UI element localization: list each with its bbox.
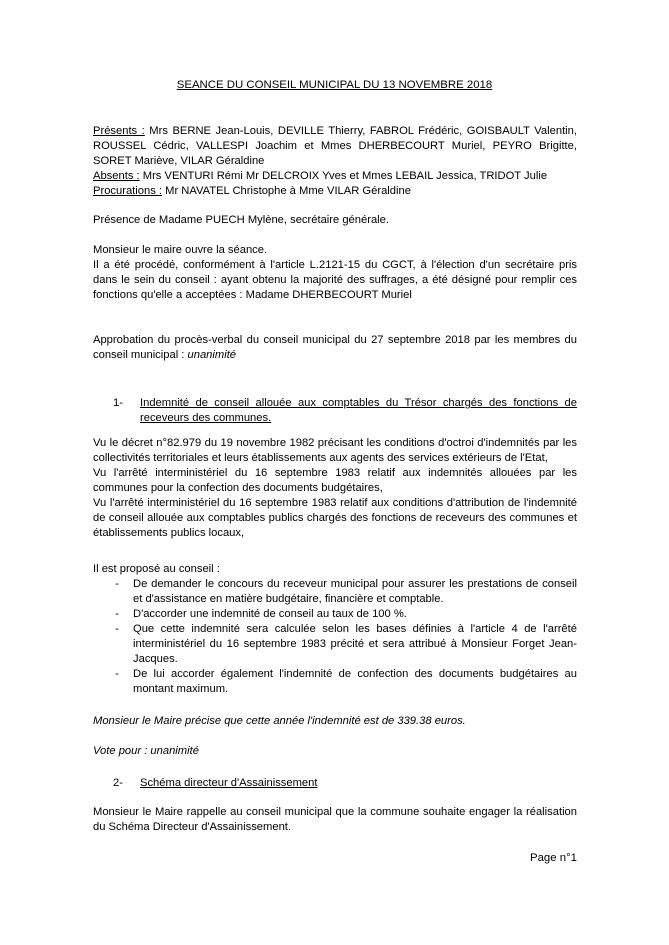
list-dash: -: [115, 578, 119, 590]
list-dash: -: [115, 668, 119, 680]
vu-paragraph: Vu l'arrêté interministériel du 16 septembre 1983 relatif aux indemnités allouées par les communes pour la confection des documents budgétaires,: [93, 467, 577, 494]
secretary-election-text: Il a été procédé, conformément à l'article L.2121-15 du CGCT, à l'élection d'un secrétaire pris dans le sein du conseil : ayant obtenu la majorité des suffrages, a été désigné pour remplir ces fonctions qu'elle a acceptées : Madame DHERBECOURT Muriel: [93, 259, 577, 301]
proposal-intro: Il est proposé au conseil :: [93, 563, 220, 575]
page-title: SEANCE DU CONSEIL MUNICIPAL DU 13 NOVEMBRE 2018: [176, 79, 493, 91]
section2-title: Schéma directeur d'Assainissement: [140, 777, 318, 789]
approval-result: unanimité: [187, 349, 237, 361]
section1-title: Indemnité de conseil allouée aux comptables du Trésor chargés des fonctions de receveurs des communes.: [140, 397, 577, 424]
presents-line: [93, 124, 577, 169]
vu-paragraph: Vu le décret n°82.979 du 19 novembre 1982 précisant les conditions d'octroi d'indemnités par les collectivités territoriales et leurs établissements aux agents des services extérieurs de l'Etat,: [93, 437, 577, 464]
section2-heading: [113, 776, 577, 791]
procurations-text: Mr NAVATEL Christophe à Mme VILAR Géraldine: [162, 185, 411, 197]
secretary-line: Présence de Madame PUECH Mylène, secrétaire générale.: [93, 214, 389, 226]
section1-vu-block: [93, 436, 577, 541]
presents-label: Présents :: [93, 125, 145, 137]
approval-text: Approbation du procès-verbal du conseil municipal du 27 septembre 2018 par les membres du conseil municipal :: [93, 334, 577, 361]
section1-number: 1-: [113, 397, 123, 409]
list-dash: -: [115, 623, 119, 635]
list-item: - De lui accorder également l'indemnité de confection des documents budgétaires au montant maximum.: [101, 667, 577, 697]
list-item: - De demander le concours du receveur municipal pour assurer les prestations de conseil et d'assistance en matière budgétaire, financière et comptable.: [101, 577, 577, 607]
proposal-list: [101, 577, 577, 697]
list-item: - D'accorder une indemnité de conseil au taux de 100 %.: [101, 607, 577, 622]
vote-line: Vote pour : unanimité: [93, 745, 199, 757]
section1-heading: [113, 396, 577, 426]
list-item: - Que cette indemnité sera calculée selon les bases définies à l'article 4 de l'arrêté interministériel du 16 septembre 1983 précité et sera attribué à Monsieur Forget Jean-Jacques.: [101, 622, 577, 667]
mayor-note: Monsieur le Maire précise que cette année l'indemnité est de 339.38 euros.: [93, 715, 466, 727]
section2-number: 2-: [113, 777, 123, 789]
vu-paragraph: Vu l'arrêté interministériel du 16 septembre 1983 relatif aux conditions d'attribution de l'indemnité de conseil allouée aux comptables publics chargés des fonctions de receveurs des communes et établissements publics locaux,: [93, 497, 577, 539]
presents-text: Mrs BERNE Jean-Louis, DEVILLE Thierry, FABROL Frédéric, GOISBAULT Valentin, ROUSSEL Cédric, VALLESPI Joachim et Mmes DHERBECOURT Muriel, PEYRO Brigitte, SORET Mariève, VILAR Géraldine: [93, 125, 577, 167]
procurations-line: [93, 184, 577, 199]
opening-block: [93, 243, 577, 303]
approval-paragraph: [93, 333, 577, 363]
opening-line: Monsieur le maire ouvre la séance.: [93, 244, 268, 256]
procurations-label: Procurations :: [93, 185, 163, 197]
absents-line: [93, 169, 577, 184]
list-dash: -: [115, 608, 119, 620]
section2-text: Monsieur le Maire rappelle au conseil municipal que la commune souhaite engager la réalisation du Schéma Directeur d'Assainissement.: [93, 806, 577, 833]
absents-label: Absents :: [93, 170, 140, 182]
absents-text: Mrs VENTURI Rémi Mr DELCROIX Yves et Mmes LEBAIL Jessica, TRIDOT Julie: [139, 170, 548, 182]
attendance-block: [93, 124, 577, 199]
page-number: Page n°1: [530, 852, 577, 864]
